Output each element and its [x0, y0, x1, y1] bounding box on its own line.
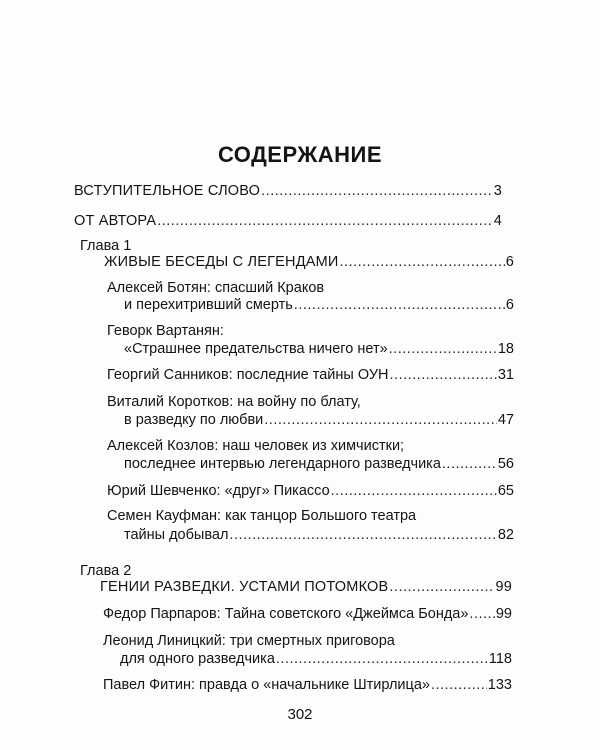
toc-entry-title: Юрий Шевченко: «друг» Пикассо	[107, 483, 330, 499]
toc-entry-title: Федор Парпаров: Тайна советского «Джеймса Бонда»	[103, 606, 469, 622]
dot-leader	[431, 676, 487, 694]
toc-page-number: 65	[497, 483, 514, 499]
page-title: СОДЕРЖАНИЕ	[217, 142, 383, 167]
dot-leader	[389, 340, 497, 358]
toc-page-number: 99	[495, 606, 512, 622]
toc-entry-chapter-2[interactable]	[100, 578, 512, 596]
toc-entry-title: Георгий Санников: последние тайны ОУН	[107, 367, 389, 383]
toc-entry-vartanyan[interactable]	[124, 340, 514, 358]
dot-leader	[331, 482, 497, 500]
toc-entry-botyan[interactable]	[124, 296, 514, 314]
dot-leader	[264, 411, 497, 429]
toc-page-number: 118	[488, 651, 512, 667]
dot-leader	[294, 296, 505, 314]
toc-entry-linitsky-line1: Леонид Линицкий: три смертных приговора	[103, 633, 395, 649]
dot-leader	[261, 182, 493, 200]
toc-page-number: 31	[497, 367, 514, 383]
dot-leader	[469, 605, 494, 623]
toc-entry-title: и перехитривший смерть	[124, 297, 293, 313]
toc-entry-title: последнее интервью легендарного разведчика	[124, 456, 441, 472]
toc-page-number: 6	[505, 254, 514, 270]
toc-entry-fitin[interactable]	[103, 676, 512, 694]
toc-entry-author[interactable]	[74, 212, 502, 230]
toc-entry-title: ВСТУПИТЕЛЬНОЕ СЛОВО	[74, 183, 261, 199]
toc-entry-korotkov[interactable]	[124, 411, 514, 429]
toc-entry-kaufman[interactable]	[124, 526, 514, 544]
toc-entry-title: в разведку по любви	[124, 412, 264, 428]
toc-entry-vartanyan-line1: Геворк Вартанян:	[107, 323, 224, 339]
toc-page-number: 99	[495, 579, 512, 595]
toc-entry-kozlov[interactable]	[124, 455, 514, 473]
dot-leader	[390, 366, 497, 384]
toc-page-number: 4	[493, 213, 502, 229]
toc-page-number: 82	[497, 527, 514, 543]
dot-leader	[442, 455, 497, 473]
dot-leader	[229, 526, 496, 544]
toc-entry-shevchenko[interactable]	[107, 482, 514, 500]
toc-page-number: 3	[493, 183, 502, 199]
toc-entry-intro[interactable]	[74, 182, 502, 200]
page-number: 302	[287, 706, 313, 723]
toc-page-number: 18	[497, 341, 514, 357]
toc-entry-kozlov-line1: Алексей Козлов: наш человек из химчистки;	[107, 438, 405, 454]
dot-leader	[340, 253, 505, 271]
toc-page-number: 56	[497, 456, 514, 472]
toc-page-number: 47	[497, 412, 514, 428]
toc-entry-title: ГЕНИИ РАЗВЕДКИ. УСТАМИ ПОТОМКОВ	[100, 579, 389, 595]
dot-leader	[389, 578, 494, 596]
toc-entry-parparov[interactable]	[103, 605, 512, 623]
toc-entry-sannikov[interactable]	[107, 366, 514, 384]
toc-entry-title: ЖИВЫЕ БЕСЕДЫ С ЛЕГЕНДАМИ	[104, 254, 339, 270]
toc-entry-linitsky[interactable]	[120, 650, 512, 668]
toc-page-number: 6	[505, 297, 514, 313]
dot-leader	[276, 650, 488, 668]
toc-entry-korotkov-line1: Виталий Коротков: на войну по блату,	[107, 394, 361, 410]
toc-entry-kaufman-line1: Семен Кауфман: как танцор Большого театра	[107, 508, 417, 524]
toc-entry-title: тайны добывал	[124, 527, 229, 543]
chapter-2-label: Глава 2	[80, 563, 132, 579]
toc-entry-title: Павел Фитин: правда о «начальнике Штирлица»	[103, 677, 430, 693]
toc-entry-chapter-1[interactable]	[104, 253, 514, 271]
dot-leader	[157, 212, 493, 230]
toc-entry-title: ОТ АВТОРА	[74, 213, 157, 229]
toc-entry-title: для одного разведчика	[120, 651, 275, 667]
toc-entry-title: «Страшнее предательства ничего нет»	[124, 341, 388, 357]
toc-entry-botyan-line1: Алексей Ботян: спасший Краков	[107, 280, 325, 296]
toc-page-number: 133	[487, 677, 512, 693]
chapter-1-label: Глава 1	[80, 238, 132, 254]
